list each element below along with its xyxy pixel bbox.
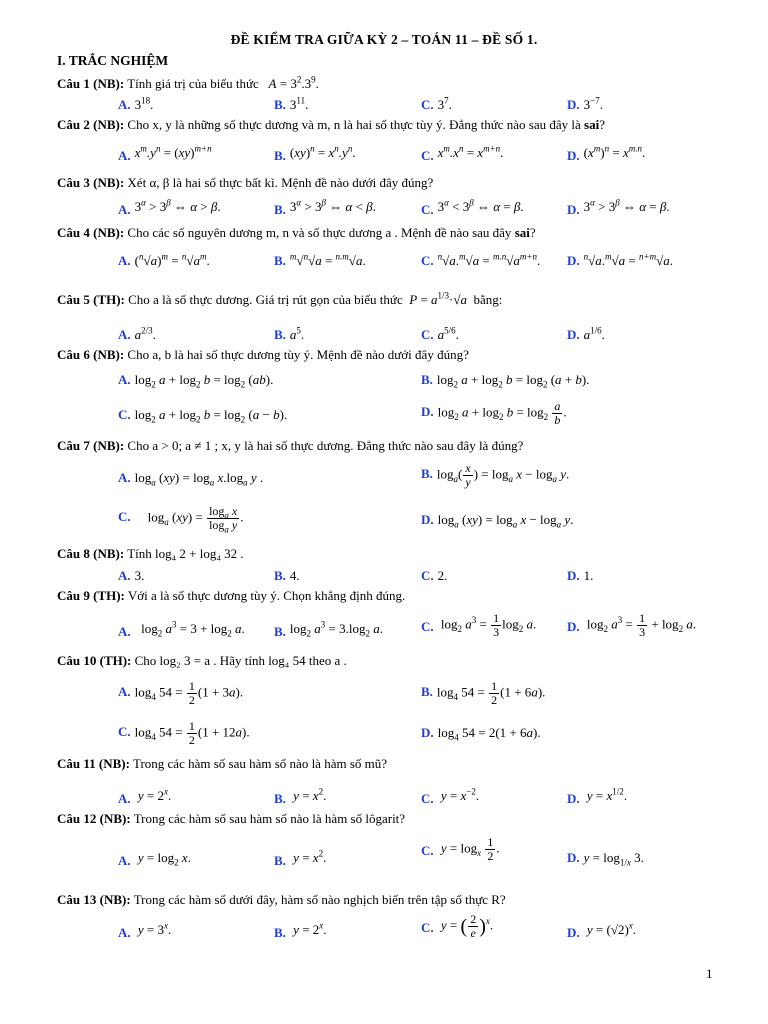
q2-option-b[interactable]: B. $(xy)^n = x^n.y^n$.	[274, 143, 356, 163]
option-letter: C.	[118, 407, 131, 422]
q5-option-b[interactable]: B. $a^5$.	[274, 325, 305, 342]
option-letter: C.	[421, 791, 434, 806]
question-label: Câu 5 (TH):	[57, 292, 125, 307]
question-text: Tính giá trị của biểu thức	[127, 76, 259, 91]
option-letter: A.	[118, 624, 131, 639]
q5-option-d[interactable]: D. $a^{1/6}$.	[567, 325, 605, 342]
option-value: 3.	[134, 568, 145, 583]
q10-option-c[interactable]: C. $\log_4 54$ = $\frac{1}{2}$ (1 + 12a).	[118, 719, 250, 747]
q12-option-d[interactable]: D. $y = \log_{1/x} 3$.	[567, 850, 644, 868]
option-letter: D.	[567, 253, 580, 268]
q11-option-a[interactable]: A. $y = 2^x$.	[118, 786, 172, 806]
page-title: ĐỀ KIỂM TRA GIỮA KỲ 2 – TOÁN 11 – ĐỀ SỐ 1.	[230, 32, 538, 47]
question-2	[57, 117, 605, 133]
option-letter: B.	[274, 791, 286, 806]
q11-option-b[interactable]: B. $y = x^2$.	[274, 786, 327, 806]
question-label: Câu 11 (NB):	[57, 756, 130, 771]
option-letter: D.	[567, 619, 580, 635]
question-text: Với a là số thực dương tùy ý. Chọn khẳng định đúng.	[127, 588, 406, 603]
question-9	[57, 588, 405, 604]
q13-option-d[interactable]: D. $y = (√2)^x$.	[567, 920, 637, 940]
question-text: Cho a > 0; a ≠ 1 ; x, y là hai số thực dương. Đẳng thức nào sau đây là đúng?	[127, 438, 524, 453]
q8-option-a[interactable]	[118, 567, 144, 585]
q2-option-c[interactable]: C. $x^m.x^n = x^{m+n}$.	[421, 143, 504, 163]
option-letter: D.	[567, 850, 580, 865]
q11-option-d[interactable]: D. $y = x^{1/2}$.	[567, 786, 628, 806]
option-letter: B.	[274, 624, 286, 639]
question-12	[57, 811, 405, 827]
question-text: Cho a, b là hai số thực dương tùy ý. Mệnh đề nào dưới đây đúng?	[127, 347, 469, 362]
question-10	[57, 653, 347, 669]
option-letter: C.	[421, 920, 434, 936]
question-1	[57, 76, 319, 92]
q9-option-d[interactable]: D. $\log_2 a^3$ = $\frac{1}{3}$ + $\log_2 a$.	[567, 611, 697, 639]
option-letter: C.	[118, 724, 131, 740]
q10-option-a[interactable]: A. $\log_4 54$ = $\frac{1}{2}$ (1 + 3a).	[118, 679, 244, 707]
q3-option-c[interactable]: C. $3^\alpha < 3^\beta$ ⇔ α = β.	[421, 197, 524, 217]
option-value: 1.	[583, 568, 594, 583]
option-letter: B.	[274, 327, 286, 342]
math-expression: $P = a^{1/3}\cdot√a$	[409, 290, 468, 307]
option-letter: A.	[118, 97, 131, 112]
option-letter: D.	[567, 148, 580, 163]
q7-option-b[interactable]: B. $\log_a$( $\frac{x}{y}$ ) = $\log_a x - \log_a y$.	[421, 461, 570, 489]
option-letter: A.	[118, 372, 131, 387]
page-number: 1	[706, 966, 713, 981]
q4-option-a[interactable]: A. $(^n√a)^m = ^n√a^m$.	[118, 251, 210, 268]
option-letter: D.	[567, 925, 580, 940]
question-text: Trong các hàm số sau hàm số nào là hàm số mũ?	[132, 756, 388, 771]
question-label: Câu 8 (NB):	[57, 546, 125, 561]
q12-option-a[interactable]: A. $y = \log_2 x$.	[118, 850, 191, 868]
q4-option-b[interactable]: B. $^m$√$^n$√a = $^{n.m}$√a.	[274, 251, 366, 268]
question-text: Tính	[127, 546, 152, 561]
option-letter: A.	[118, 925, 131, 940]
option-letter: A.	[118, 148, 131, 163]
question-13	[57, 892, 506, 908]
option-letter: B.	[421, 466, 433, 482]
q9-option-c[interactable]: C. $\log_2 a^3$ = $\frac{1}{3}$ $\log_2 a$.	[421, 611, 537, 639]
option-letter: D.	[567, 568, 580, 583]
question-label: Câu 2 (NB):	[57, 117, 125, 132]
q3-option-d[interactable]: D. $3^\alpha > 3^\beta$ ⇔ α = β.	[567, 197, 670, 217]
question-4	[57, 225, 536, 241]
option-letter: C.	[421, 148, 434, 163]
option-letter: B.	[421, 684, 433, 700]
q13-option-b[interactable]: B. $y = 2^x$.	[274, 920, 327, 940]
question-5	[57, 292, 502, 308]
q8-option-d[interactable]	[567, 567, 593, 585]
q3-option-b[interactable]: B. $3^\alpha > 3^\beta$ ⇔ α < β.	[274, 197, 376, 217]
question-end: ?	[529, 225, 536, 240]
question-text: Trong các hàm số dưới đây, hàm số nào nghịch biến trên tập số thực R?	[133, 892, 506, 907]
q7-option-c[interactable]: C. $\log_a (xy)$ = $\frac{\log_a x}{\log_a y}$ .	[118, 504, 244, 535]
option-letter: B.	[274, 925, 286, 940]
option-letter: D.	[421, 512, 434, 527]
q9-option-a[interactable]: A. $\log_2 a^3 = 3 + \log_2 a$.	[118, 619, 245, 639]
option-letter: A.	[118, 327, 131, 342]
q7-option-a[interactable]: A. $\log_a (xy) = \log_a x.\log_a$ y .	[118, 470, 264, 488]
question-label: Câu 1 (NB):	[57, 76, 125, 91]
option-letter: B.	[274, 97, 286, 112]
q3-option-a[interactable]: A. $3^\alpha > 3^\beta$ ⇔ α > β.	[118, 197, 221, 217]
option-letter: C.	[421, 619, 434, 635]
question-3	[57, 175, 433, 191]
question-label: Câu 3 (NB):	[57, 175, 125, 190]
option-value: 2.	[437, 568, 448, 583]
option-letter: C.	[118, 509, 131, 525]
question-end: bằng:	[473, 292, 503, 307]
option-letter: A.	[118, 568, 131, 583]
option-letter: D.	[567, 327, 580, 342]
q1-option-c[interactable]: C. $3^7$.	[421, 95, 452, 112]
option-letter: C.	[421, 327, 434, 342]
question-emphasis: sai	[514, 225, 530, 240]
q1-option-d[interactable]: D. $3^{-7}$.	[567, 95, 603, 112]
question-text: Cho x, y là những số thực dương và m, n là hai số thực tùy ý. Đẳng thức nào sau đây là	[127, 117, 581, 132]
q4-option-c[interactable]: C. $^n√a.^m√a = ^{m.n}√a^{m+n}$.	[421, 251, 541, 268]
question-label: Câu 9 (TH):	[57, 588, 125, 603]
q5-option-c[interactable]: C. $a^{5/6}$.	[421, 325, 459, 342]
option-letter: A.	[118, 853, 131, 868]
question-label: Câu 7 (NB):	[57, 438, 125, 453]
q12-option-b[interactable]: B. $y = x^2$.	[274, 848, 327, 868]
question-label: Câu 10 (TH):	[57, 653, 132, 668]
option-letter: D.	[567, 791, 580, 806]
q6-option-d[interactable]: D. $\log_2 a + \log_2 b = \log_2$ $\frac{a}{b}$ .	[421, 399, 567, 427]
option-letter: C.	[421, 843, 434, 859]
q4-option-d[interactable]: D. $^n$√a.$^m$√a = $^{n+m}$√a.	[567, 251, 673, 268]
option-value: 4.	[289, 568, 300, 583]
option-letter: D.	[567, 202, 580, 217]
question-6	[57, 347, 469, 363]
option-letter: A.	[118, 202, 131, 217]
q1-option-b[interactable]: B. $3^{11}$.	[274, 95, 309, 112]
q12-option-c[interactable]: C. $y = \log_x$ $\frac{1}{2}$ .	[421, 835, 500, 863]
option-letter: C.	[421, 253, 434, 268]
option-letter: B.	[274, 148, 286, 163]
q8-option-c[interactable]	[421, 567, 447, 585]
question-text: Trong các hàm số sau hàm số nào là hàm số lôgarit?	[133, 811, 406, 826]
q9-option-b[interactable]: B. $\log_2 a^3 = 3.\log_2$ a.	[274, 619, 383, 639]
question-label: Câu 6 (NB):	[57, 347, 125, 362]
q6-option-a[interactable]: A. $\log_2 a + \log_2 b = \log_2 (ab)$.	[118, 372, 274, 390]
option-letter: D.	[421, 404, 434, 420]
question-label: Câu 13 (NB):	[57, 892, 131, 907]
option-letter: C.	[421, 202, 434, 217]
question-7	[57, 438, 523, 454]
math-expression: log₄ 2 + log₄ 32 .	[155, 546, 244, 561]
option-letter: C.	[421, 97, 434, 112]
option-letter: A.	[118, 470, 131, 485]
question-11	[57, 756, 387, 772]
option-letter: A.	[118, 791, 131, 806]
question-text: Cho các số nguyên dương m, n và số thực dương a . Mệnh đề nào sau đây	[127, 225, 512, 240]
question-label: Câu 12 (NB):	[57, 811, 131, 826]
question-label: Câu 4 (NB):	[57, 225, 125, 240]
option-letter: A.	[118, 684, 131, 700]
q1-option-a[interactable]: A. $3^{18}$.	[118, 95, 154, 112]
question-text: Xét α, β là hai số thực bất kì. Mệnh đề nào dưới đây đúng?	[127, 175, 434, 190]
q11-option-c[interactable]: C. $y = x^{-2}$.	[421, 786, 480, 806]
q13-option-a[interactable]: A. $y = 3^x$.	[118, 920, 172, 940]
question-text: Cho a là số thực dương. Giá trị rút gọn của biểu thức	[128, 292, 403, 307]
q6-option-c[interactable]: C. $\log_2 a + \log_2 b = \log_2 (a - b)$.	[118, 407, 288, 425]
option-letter: D.	[567, 97, 580, 112]
question-end: ?	[599, 117, 605, 132]
option-letter: B.	[421, 372, 433, 387]
q10-option-b[interactable]: B. $\log_4 54$ = $\frac{1}{2}$ (1 + 6a).	[421, 679, 546, 707]
question-emphasis: sai	[584, 117, 600, 132]
q5-option-a[interactable]: A. $a^{2/3}$.	[118, 325, 156, 342]
q8-option-b[interactable]	[274, 567, 300, 585]
question-text: Cho log₂ 3 = a . Hãy tính log₄ 54 theo a .	[134, 653, 347, 668]
q6-option-b[interactable]: B. $\log_2 a + \log_2 b = \log_2 (a + b)$.	[421, 372, 590, 390]
math-expression: $A = 3^2.3^9$.	[268, 74, 319, 91]
q10-option-d[interactable]: D. $\log_4 54 = 2(1 + 6a)$.	[421, 725, 541, 743]
option-letter: B.	[274, 853, 286, 868]
question-8	[57, 546, 244, 562]
option-letter: A.	[118, 253, 131, 268]
option-letter: D.	[421, 725, 434, 740]
section-heading: I. TRẮC NGHIỆM	[57, 53, 169, 68]
option-letter: B.	[274, 202, 286, 217]
option-letter: C.	[421, 568, 434, 583]
q2-option-d[interactable]: D. $(x^m)^n = x^{m.n}$.	[567, 143, 646, 163]
q13-option-c[interactable]: C. y = ( $\frac{2}{e}$ )$^x$.	[421, 912, 494, 940]
q2-option-a[interactable]: A. $x^m.y^n = (xy)^{m+n}$	[118, 143, 212, 163]
q7-option-d[interactable]: D. $\log_a (xy) = \log_a x - \log_a y$.	[421, 512, 574, 530]
option-letter: B.	[274, 568, 286, 583]
option-letter: B.	[274, 253, 286, 268]
